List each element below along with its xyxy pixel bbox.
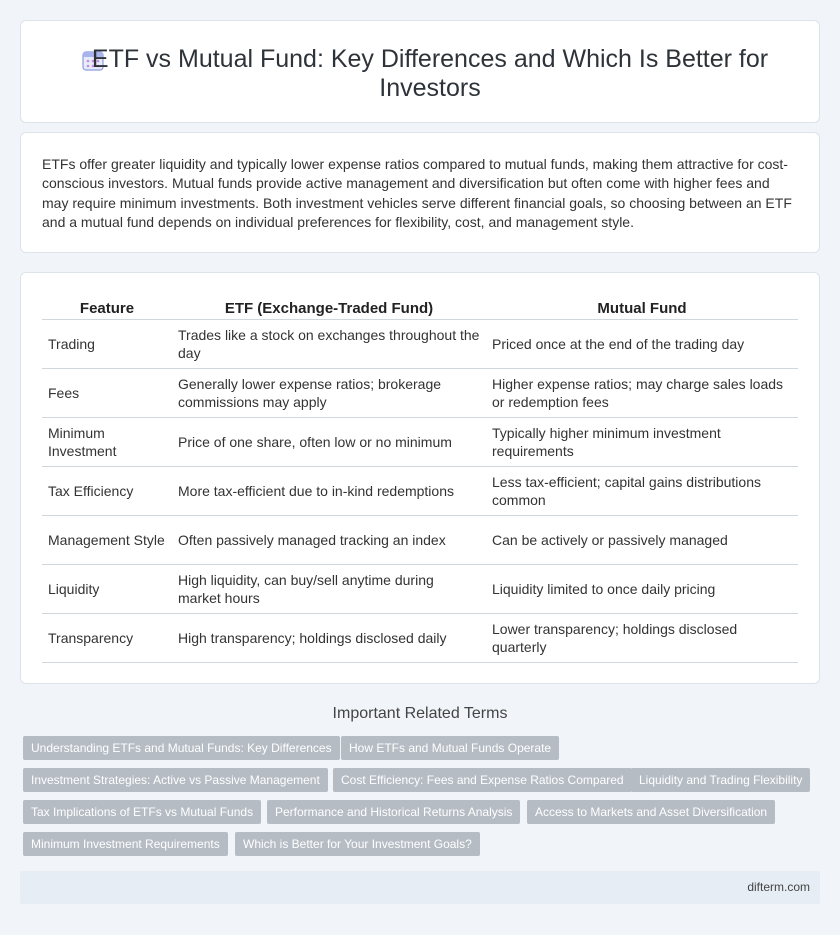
related-term-tag[interactable]: Access to Markets and Asset Diversification — [527, 800, 775, 824]
feature-cell: Fees — [42, 369, 172, 418]
related-term-tag[interactable]: Liquidity and Trading Flexibility — [631, 768, 810, 792]
related-term-tag[interactable]: Understanding ETFs and Mutual Funds: Key Differences — [23, 736, 340, 760]
feature-cell: Minimum Investment — [42, 418, 172, 467]
page-title: ETF vs Mutual Fund: Key Differences and Which Is Better for Investors — [91, 45, 769, 102]
footer — [20, 871, 820, 904]
table-row — [42, 418, 798, 467]
etf-cell: More tax-efficient due to in-kind redemptions — [172, 467, 486, 516]
header-etf: ETF (Exchange-Traded Fund) — [172, 297, 486, 320]
mutual-fund-cell: Priced once at the end of the trading day — [486, 320, 798, 369]
related-term-tag[interactable]: Cost Efficiency: Fees and Expense Ratios Compared — [333, 768, 632, 792]
table-row — [42, 467, 798, 516]
table-row — [42, 369, 798, 418]
mutual-fund-cell: Can be actively or passively managed — [486, 516, 798, 565]
etf-cell: Trades like a stock on exchanges throughout the day — [172, 320, 486, 369]
feature-cell: Trading — [42, 320, 172, 369]
table-header-row — [42, 297, 798, 320]
footer-site-link[interactable]: difterm.com — [747, 880, 810, 894]
table-row — [42, 614, 798, 663]
related-term-tag[interactable]: Performance and Historical Returns Analysis — [267, 800, 520, 824]
related-term-tag[interactable]: Which is Better for Your Investment Goals? — [235, 832, 480, 856]
mutual-fund-cell: Less tax-efficient; capital gains distributions common — [486, 467, 798, 516]
related-term-tag[interactable]: How ETFs and Mutual Funds Operate — [341, 736, 559, 760]
mutual-fund-cell: Typically higher minimum investment requirements — [486, 418, 798, 467]
etf-cell: Price of one share, often low or no minimum — [172, 418, 486, 467]
header-mutual-fund: Mutual Fund — [486, 297, 798, 320]
comparison-table — [42, 297, 798, 663]
header-feature: Feature — [42, 297, 172, 320]
etf-cell: High liquidity, can buy/sell anytime during market hours — [172, 565, 486, 614]
related-terms-heading: Important Related Terms — [332, 705, 508, 722]
table-row — [42, 320, 798, 369]
table-row — [42, 565, 798, 614]
mutual-fund-cell: Liquidity limited to once daily pricing — [486, 565, 798, 614]
related-term-tag[interactable]: Minimum Investment Requirements — [23, 832, 228, 856]
intro-card — [20, 132, 820, 253]
feature-cell: Transparency — [42, 614, 172, 663]
intro-paragraph: ETFs offer greater liquidity and typically lower expense ratios compared to mutual funds, making them attractive for cost-conscious investors. Mutual funds provide active management and diversification but often come with higher fees and may require minimum investments. Both investment vehicles serve different financial goals, so choosing between an ETF and a mutual fund depends on individual preferences for flexibility, cost, and management style. — [42, 156, 792, 230]
related-term-tag[interactable]: Investment Strategies: Active vs Passive Management — [23, 768, 328, 792]
etf-cell: Generally lower expense ratios; brokerage commissions may apply — [172, 369, 486, 418]
feature-cell: Liquidity — [42, 565, 172, 614]
table-row — [42, 516, 798, 565]
title-card — [20, 20, 820, 123]
feature-cell: Tax Efficiency — [42, 467, 172, 516]
comparison-card — [20, 272, 820, 684]
related-term-tag[interactable]: Tax Implications of ETFs vs Mutual Funds — [23, 800, 261, 824]
etf-cell: High transparency; holdings disclosed daily — [172, 614, 486, 663]
etf-cell: Often passively managed tracking an index — [172, 516, 486, 565]
mutual-fund-cell: Lower transparency; holdings disclosed quarterly — [486, 614, 798, 663]
mutual-fund-cell: Higher expense ratios; may charge sales loads or redemption fees — [486, 369, 798, 418]
feature-cell: Management Style — [42, 516, 172, 565]
